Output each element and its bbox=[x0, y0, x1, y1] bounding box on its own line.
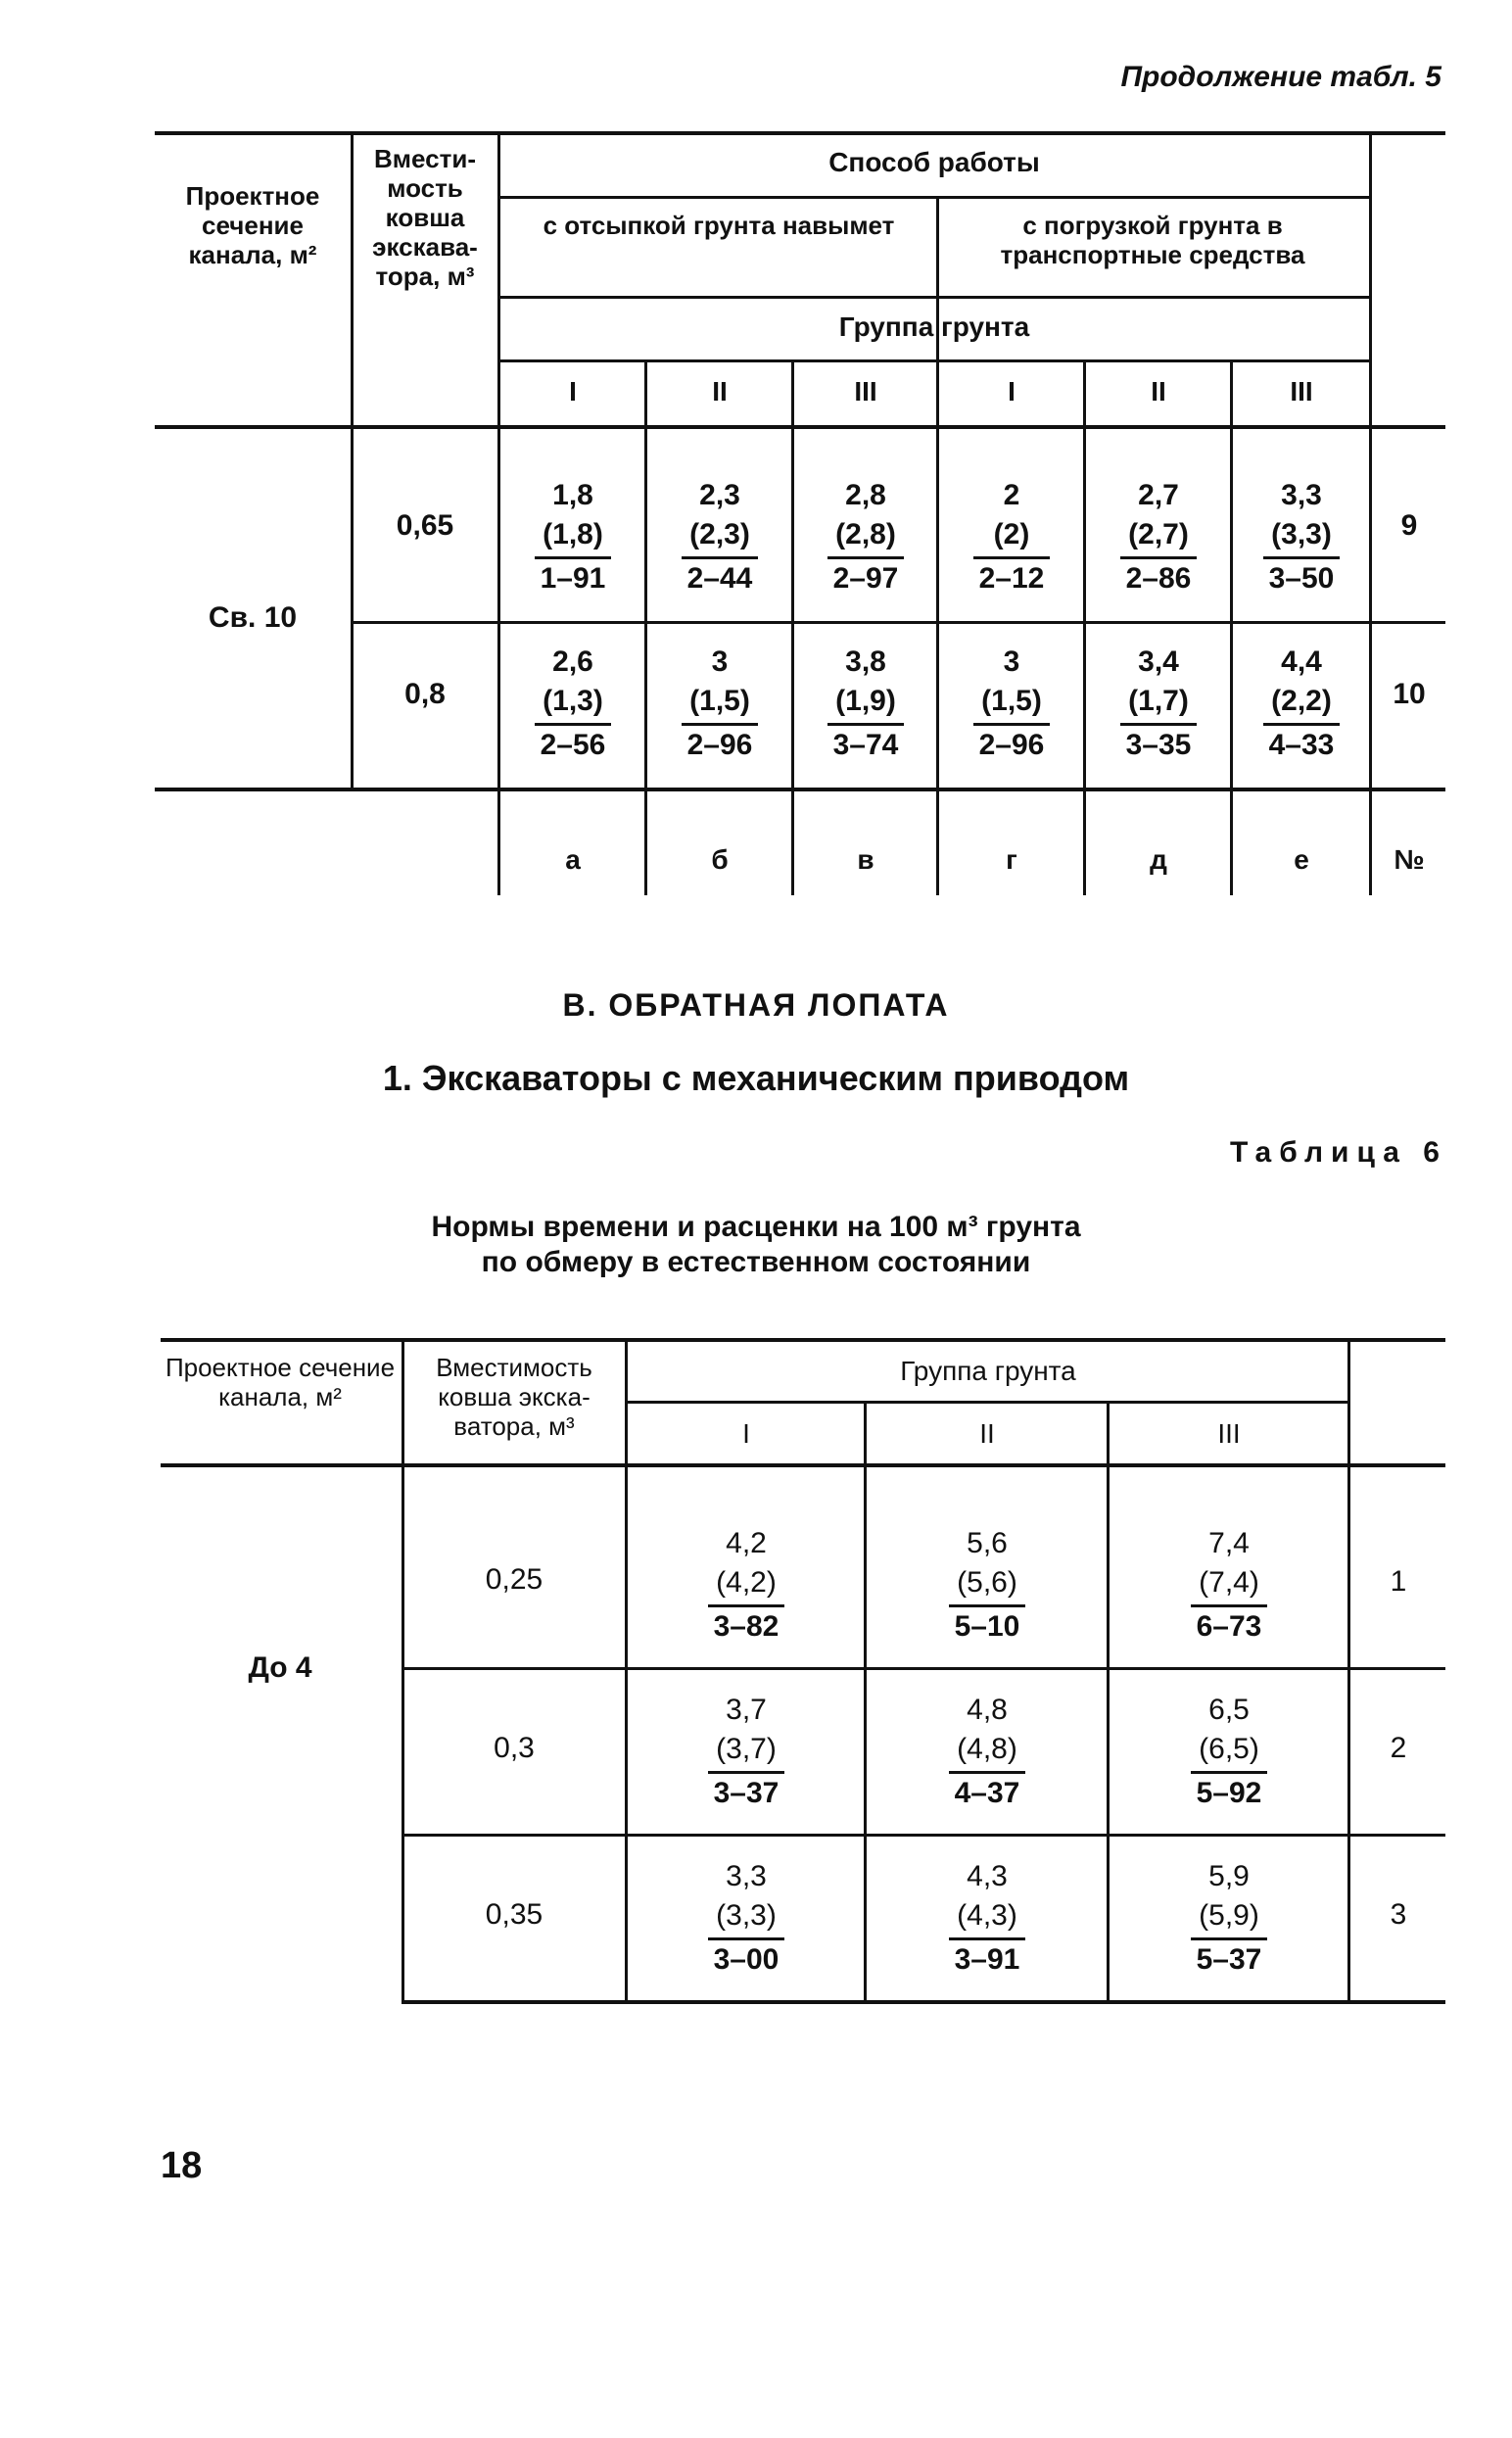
row-capacity: 0,35 bbox=[485, 1898, 543, 1931]
table-cell: 4,2 (4,2) 3–82 bbox=[629, 1524, 864, 1647]
row-capacity: 0,3 bbox=[494, 1732, 535, 1764]
table-cell: 3,7 (3,7) 3–37 bbox=[629, 1691, 864, 1813]
table-cell: 2 (2) 2–12 bbox=[940, 476, 1083, 598]
group-header-3: III bbox=[1217, 1418, 1241, 1449]
header-capacity: Вместимость ковша экска- ватора, м³ bbox=[436, 1353, 592, 1441]
row-number: 2 bbox=[1390, 1732, 1407, 1764]
table-cell: 3,3 (3,3) 3–00 bbox=[629, 1857, 864, 1980]
table-cell: 1,8 (1,8) 1–91 bbox=[501, 476, 644, 598]
table-cell: 4,4 (2,2) 4–33 bbox=[1234, 643, 1369, 765]
row-capacity: 0,8 bbox=[404, 678, 446, 710]
table-cell: 3,3 (3,3) 3–50 bbox=[1234, 476, 1369, 598]
row-number: 3 bbox=[1390, 1898, 1407, 1931]
table-cell: 4,3 (4,3) 3–91 bbox=[868, 1857, 1107, 1980]
group-header-4: I bbox=[1008, 376, 1016, 406]
table-cell: 3 (1,5) 2–96 bbox=[940, 643, 1083, 765]
column-number-sign: № bbox=[1394, 844, 1425, 875]
table-cell: 7,4 (7,4) 6–73 bbox=[1110, 1524, 1347, 1647]
table-cell: 4,8 (4,8) 4–37 bbox=[868, 1691, 1107, 1813]
group-header-1: I bbox=[742, 1418, 750, 1449]
table-cell: 2,3 (2,3) 2–44 bbox=[648, 476, 791, 598]
table-cell: 5,9 (5,9) 5–37 bbox=[1110, 1857, 1347, 1980]
table-cell: 3 (1,5) 2–96 bbox=[648, 643, 791, 765]
table-cell: 3,8 (1,9) 3–74 bbox=[795, 643, 936, 765]
header-capacity: Вмести- мость ковша экскава- тора, м³ bbox=[372, 144, 478, 291]
table-cell: 2,8 (2,8) 2–97 bbox=[795, 476, 936, 598]
section-heading: В. ОБРАТНАЯ ЛОПАТА bbox=[562, 987, 950, 1023]
row-capacity: 0,25 bbox=[485, 1563, 543, 1596]
header-method: Способ работы bbox=[828, 147, 1040, 177]
column-letter: б bbox=[711, 844, 729, 875]
column-letter: г bbox=[1006, 844, 1017, 875]
group-header-5: II bbox=[1151, 376, 1166, 406]
table-cell: 2,7 (2,7) 2–86 bbox=[1087, 476, 1230, 598]
table-cell: 2,6 (1,3) 2–56 bbox=[501, 643, 644, 765]
row-capacity: 0,65 bbox=[396, 509, 454, 542]
group-header-2: II bbox=[979, 1418, 995, 1449]
row-number: 10 bbox=[1393, 678, 1426, 710]
table-caption-line1: Нормы времени и расценки на 100 м³ грунта bbox=[431, 1211, 1081, 1243]
table-cell: 6,5 (6,5) 5–92 bbox=[1110, 1691, 1347, 1813]
subsection-heading: 1. Экскаваторы с механическим приводом bbox=[382, 1058, 1130, 1098]
table-caption-line2: по обмеру в естественном состоянии bbox=[481, 1246, 1031, 1278]
header-soil-group: Группа грунта bbox=[900, 1356, 1076, 1386]
group-header-6: III bbox=[1290, 376, 1313, 406]
column-letter: д bbox=[1150, 844, 1167, 875]
section-value: До 4 bbox=[248, 1651, 312, 1684]
column-letter: е bbox=[1294, 844, 1309, 875]
column-letter: а bbox=[565, 844, 581, 875]
continuation-label: Продолжение табл. 5 bbox=[1120, 61, 1441, 93]
group-header-2: II bbox=[712, 376, 728, 406]
header-section: Проектное сечение канала, м² bbox=[165, 1353, 396, 1411]
header-soil-group: Группа грунта bbox=[838, 311, 1030, 342]
group-header-3: III bbox=[854, 376, 877, 406]
table-label: Таблица 6 bbox=[1229, 1136, 1447, 1169]
section-value: Св. 10 bbox=[208, 601, 298, 634]
column-letter: в bbox=[857, 844, 874, 875]
row-number: 1 bbox=[1390, 1565, 1407, 1598]
row-number: 9 bbox=[1400, 509, 1418, 542]
header-method-load: с погрузкой грунта в транспортные средства bbox=[1000, 211, 1305, 269]
header-section: Проектное сечение канала, м² bbox=[185, 181, 320, 269]
page-number: 18 bbox=[161, 2145, 203, 2186]
header-method-dump: с отсыпкой грунта навымет bbox=[543, 211, 895, 240]
table-cell: 5,6 (5,6) 5–10 bbox=[868, 1524, 1107, 1647]
group-header-1: I bbox=[569, 376, 577, 406]
table-cell: 3,4 (1,7) 3–35 bbox=[1087, 643, 1230, 765]
